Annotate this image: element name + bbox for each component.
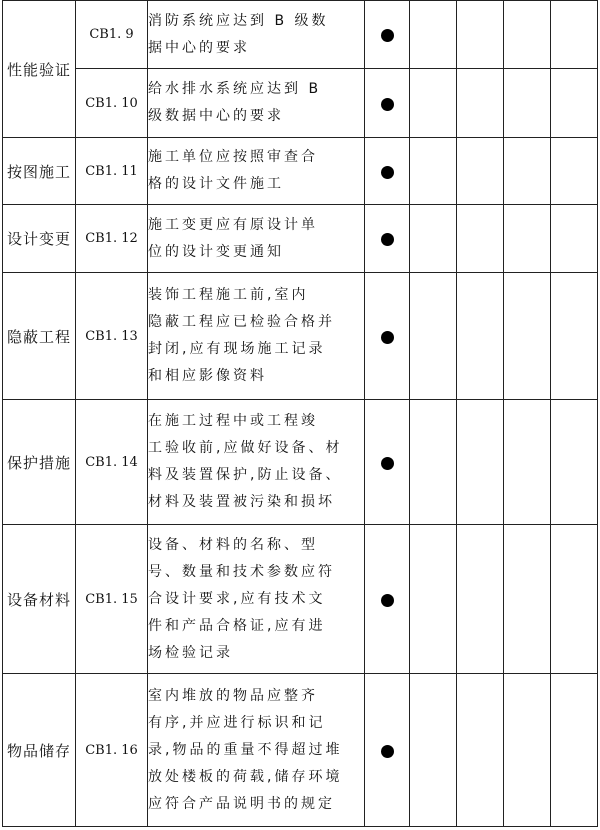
filled-dot-icon — [381, 233, 394, 246]
empty-cell — [410, 273, 457, 400]
requirement-cell — [148, 525, 365, 674]
empty-cell — [504, 400, 551, 525]
code-cell: CB1. 11 — [76, 138, 148, 205]
empty-cell — [410, 69, 457, 138]
table-row — [3, 674, 598, 827]
empty-cell — [457, 138, 504, 205]
empty-cell — [551, 400, 598, 525]
filled-dot-icon — [381, 166, 394, 179]
mark-cell — [365, 273, 410, 400]
empty-cell — [551, 273, 598, 400]
empty-cell — [457, 525, 504, 674]
empty-cell — [504, 138, 551, 205]
empty-cell — [457, 1, 504, 69]
table-row — [3, 205, 598, 273]
category-cell: 隐蔽工程 — [3, 273, 76, 400]
empty-cell — [457, 674, 504, 827]
requirement-text: 给水排水系统应达到 B 级数据中心的要求 — [148, 81, 322, 124]
category-cell: 性能验证 — [3, 1, 76, 138]
filled-dot-icon — [381, 29, 394, 42]
mark-cell — [365, 674, 410, 827]
empty-cell — [551, 525, 598, 674]
mark-cell — [365, 400, 410, 525]
empty-cell — [551, 138, 598, 205]
requirement-text: 装饰工程施工前,室内 隐蔽工程应已检验合格并 封闭,应有现场施工记录 和相应影像资料 — [148, 287, 335, 384]
empty-cell — [504, 674, 551, 827]
category-cell: 物品储存 — [3, 674, 76, 827]
category-cell: 保护措施 — [3, 400, 76, 525]
table-row — [3, 69, 598, 138]
empty-cell — [457, 400, 504, 525]
mark-cell — [365, 69, 410, 138]
code-cell: CB1. 14 — [76, 400, 148, 525]
mark-cell — [365, 525, 410, 674]
empty-cell — [551, 205, 598, 273]
requirement-text: 消防系统应达到 B 级数 据中心的要求 — [148, 12, 329, 56]
code-cell: CB1. 15 — [76, 525, 148, 674]
table-row — [3, 525, 598, 674]
code-cell: CB1. 9 — [76, 1, 148, 69]
empty-cell — [457, 69, 504, 138]
category-cell: 设计变更 — [3, 205, 76, 273]
mark-cell — [365, 205, 410, 273]
empty-cell — [410, 674, 457, 827]
empty-cell — [504, 1, 551, 69]
empty-cell — [504, 525, 551, 674]
empty-cell — [457, 205, 504, 273]
requirement-text: 在施工过程中或工程竣 工验收前,应做好设备、材 料及装置保护,防止设备、 材料及装置被污染和损坏 — [148, 413, 343, 510]
code-cell: CB1. 13 — [76, 273, 148, 400]
empty-cell — [504, 69, 551, 138]
empty-cell — [410, 525, 457, 674]
empty-cell — [504, 205, 551, 273]
filled-dot-icon — [381, 331, 394, 344]
requirement-cell — [148, 1, 365, 69]
specification-table — [2, 0, 598, 827]
empty-cell — [410, 400, 457, 525]
category-cell: 按图施工 — [3, 138, 76, 205]
requirement-cell — [148, 273, 365, 400]
category-cell: 设备材料 — [3, 525, 76, 674]
empty-cell — [410, 1, 457, 69]
table-row — [3, 273, 598, 400]
requirement-cell — [148, 400, 365, 525]
filled-dot-icon — [381, 745, 394, 758]
requirement-text: 设备、材料的名称、型 号、数量和技术参数应符 合设计要求,应有技术文 件和产品合格证,应有进 场检验记录 — [148, 536, 335, 661]
table-row — [3, 400, 598, 525]
requirement-cell — [148, 138, 365, 205]
filled-dot-icon — [381, 457, 394, 470]
code-cell: CB1. 12 — [76, 205, 148, 273]
empty-cell — [410, 205, 457, 273]
mark-cell — [365, 1, 410, 69]
empty-cell — [551, 1, 598, 69]
requirement-cell — [148, 69, 365, 138]
requirement-cell — [148, 205, 365, 273]
requirement-text: 施工变更应有原设计单 位的设计变更通知 — [148, 216, 318, 260]
empty-cell — [504, 273, 551, 400]
empty-cell — [457, 273, 504, 400]
filled-dot-icon — [381, 98, 394, 111]
filled-dot-icon — [381, 594, 394, 607]
table-row — [3, 138, 598, 205]
empty-cell — [551, 674, 598, 827]
code-cell: CB1. 10 — [76, 69, 148, 138]
empty-cell — [410, 138, 457, 205]
table-row — [3, 1, 598, 69]
requirement-cell — [148, 674, 365, 827]
code-cell: CB1. 16 — [76, 674, 148, 827]
empty-cell — [551, 69, 598, 138]
mark-cell — [365, 138, 410, 205]
requirement-text: 施工单位应按照审查合 格的设计文件施工 — [148, 149, 318, 192]
requirement-text: 室内堆放的物品应整齐 有序,并应进行标识和记 录,物品的重量不得超过堆 放处楼板的荷载,储存环境 应符合产品说明书的规定 — [148, 687, 343, 812]
